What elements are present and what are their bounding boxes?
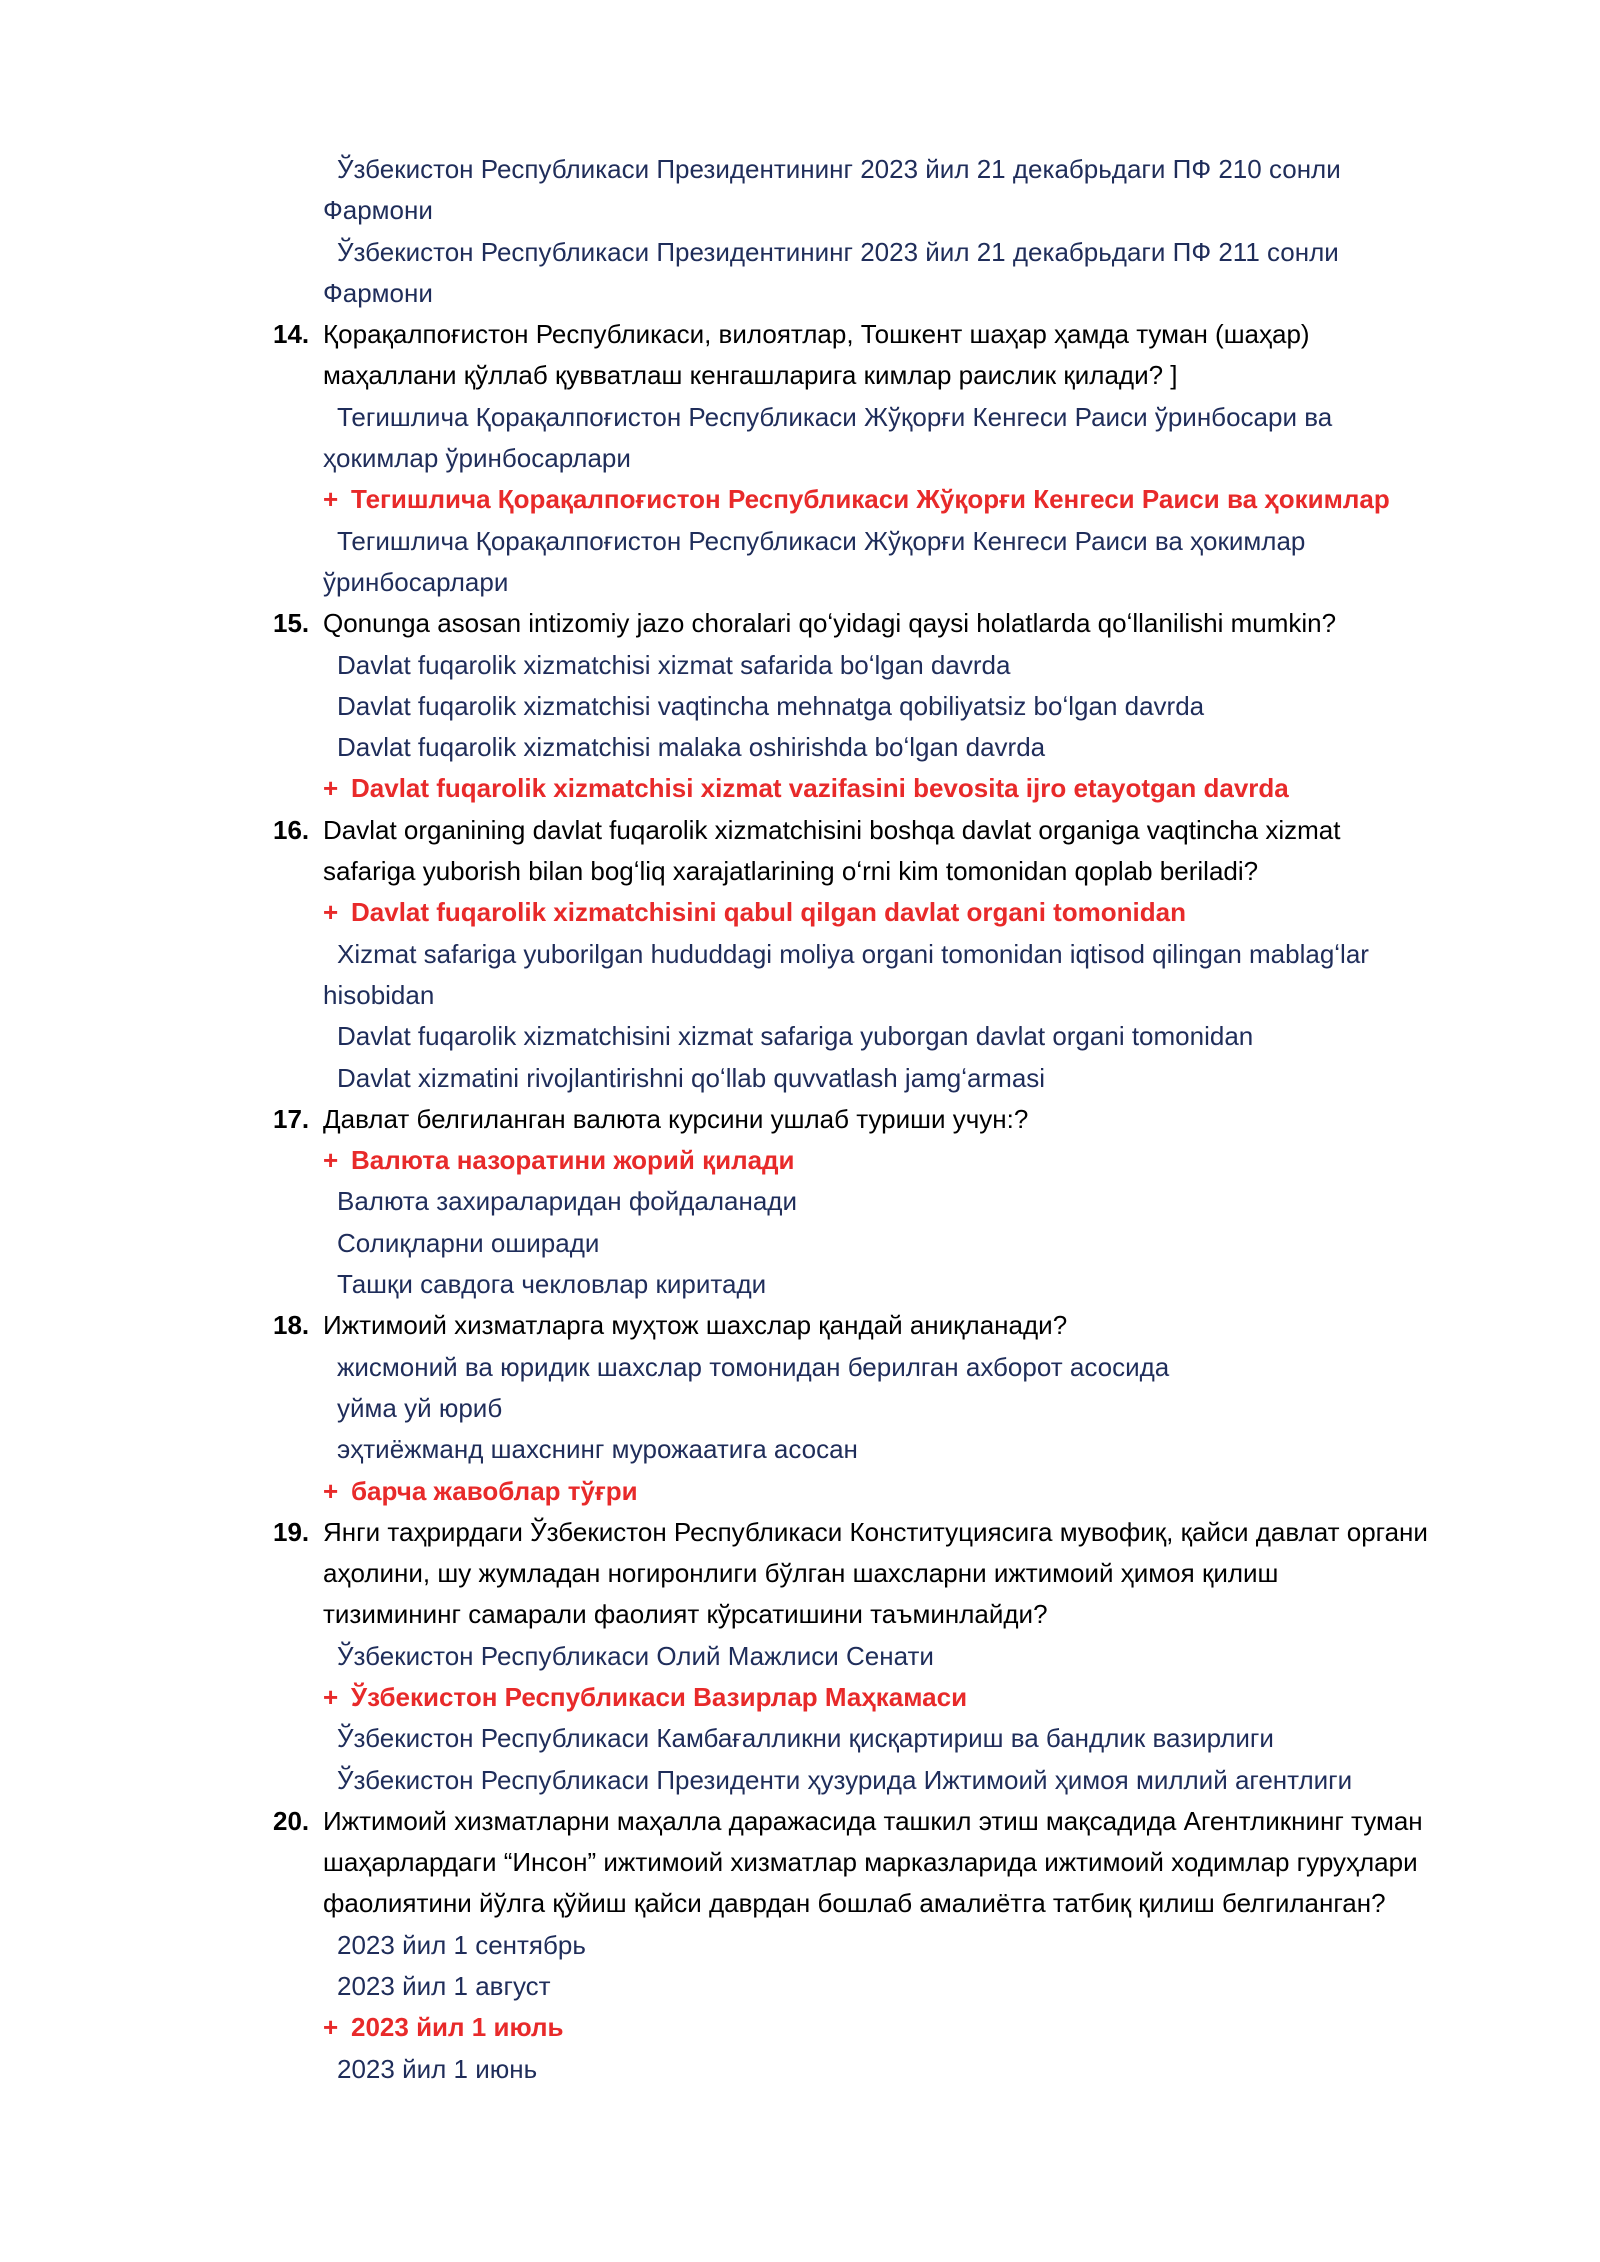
option: Ўзбекистон Республикаси Олий Мажлиси Сенати xyxy=(337,1640,934,1671)
option-line: ҳокимлар ўринбосарлари xyxy=(323,443,631,474)
question-text: Қорақалпоғистон Республикаси, вилоятлар, Тошкент шаҳар ҳамда туман (шаҳар) xyxy=(323,319,1310,350)
option-text: Davlat fuqarolik xizmatchisi xizmat vazifasini bevosita ijro etayotgan davrda xyxy=(351,773,1289,804)
option-text: Тегишлича Қорақалпоғистон Республикаси Жўқорғи Кенгеси Раиси ва ҳокимлар xyxy=(351,484,1390,515)
question-number: 17. xyxy=(273,1103,310,1134)
option-line: hisobidan xyxy=(323,979,435,1010)
question-block xyxy=(273,603,1483,809)
question-number: 16. xyxy=(273,814,310,845)
option: 2023 йил 1 сентябрь xyxy=(337,1929,586,1960)
correct-marker: + xyxy=(323,484,339,515)
quiz-content xyxy=(273,149,1483,2090)
question-number: 15. xyxy=(273,608,310,639)
question-line xyxy=(273,314,1483,355)
option: 2023 йил 1 август xyxy=(337,1971,551,2002)
option: Davlat fuqarolik xizmatchisini xizmat safariga yuborgan davlat organi tomonidan xyxy=(337,1021,1254,1052)
correct-marker: + xyxy=(323,897,339,928)
correct-option xyxy=(323,1677,1483,1718)
question-line xyxy=(273,1305,1483,1346)
option xyxy=(323,232,1483,315)
option-line: Тегишлича Қорақалпоғистон Республикаси Жўқорғи Кенгеси Раиси ўринбосари ва xyxy=(337,401,1333,432)
option: Ташқи савдога чекловлар киритади xyxy=(337,1269,767,1300)
option: Davlat fuqarolik xizmatchisi xizmat safarida boʻlgan davrda xyxy=(337,649,1011,680)
option: Davlat fuqarolik xizmatchisi malaka oshirishda boʻlgan davrda xyxy=(337,732,1046,763)
question-text: фаолиятини йўлга қўйиш қайси даврдан бошлаб амалиётга татбиқ қилиш белгиланган? xyxy=(323,1888,1386,1919)
question-text: safariga yuborish bilan bogʻliq xarajatlarining oʻrni kim tomonidan qoplab beriladi? xyxy=(323,856,1259,887)
option-line: Ўзбекистон Республикаси Президентининг 2023 йил 21 декабрьдаги ПФ 210 сонли xyxy=(337,154,1341,184)
correct-option xyxy=(323,892,1483,933)
question-text: Qonunga asosan intizomiy jazo choralari qoʻyidagi qaysi holatlarda qoʻllanilishi mumkin? xyxy=(323,608,1337,639)
question-line xyxy=(273,603,1483,644)
correct-marker: + xyxy=(323,2012,339,2043)
option-text: 2023 йил 1 июль xyxy=(351,2012,564,2043)
question-number: 19. xyxy=(273,1516,310,1547)
correct-option xyxy=(323,1140,1483,1181)
option-text: Davlat fuqarolik xizmatchisini qabul qilgan davlat organi tomonidan xyxy=(351,897,1187,928)
option: уйма уй юриб xyxy=(337,1392,503,1423)
correct-option xyxy=(323,768,1483,809)
option-line: Ўзбекистон Республикаси Президентининг 2023 йил 21 декабрьдаги ПФ 211 сонли xyxy=(337,236,1339,267)
correct-marker: + xyxy=(323,1475,339,1506)
correct-marker: + xyxy=(323,1145,339,1176)
question-block xyxy=(273,1512,1483,1801)
question-text: Янги таҳрирдаги Ўзбекистон Республикаси Конституциясига мувофиқ, қайси давлат органи xyxy=(323,1516,1428,1547)
question-number: 18. xyxy=(273,1310,310,1341)
question-text: Давлат белгиланган валюта курсини ушлаб туриши учун:? xyxy=(323,1103,1029,1134)
question-block xyxy=(273,1099,1483,1305)
question-block xyxy=(273,810,1483,1099)
option: жисмоний ва юридик шахслар томонидан берилган ахборот асосида xyxy=(337,1351,1170,1382)
question-block xyxy=(273,1305,1483,1511)
option-text: Ўзбекистон Республикаси Вазирлар Маҳкамаси xyxy=(351,1681,968,1712)
option: Ўзбекистон Республикаси Камбағалликни қисқартириш ва бандлик вазирлиги xyxy=(337,1723,1274,1754)
question-number: 14. xyxy=(273,319,310,350)
question-line xyxy=(273,1801,1483,1842)
question-number: 20. xyxy=(273,1805,310,1836)
option: Валюта захираларидан фойдаланади xyxy=(337,1186,798,1217)
option-line: Фармони xyxy=(323,277,433,308)
question-line xyxy=(273,1512,1483,1553)
option: Davlat xizmatini rivojlantirishni qoʻllab quvvatlash jamgʻarmasi xyxy=(337,1062,1046,1093)
option: эҳтиёжманд шахснинг мурожаатига асосан xyxy=(337,1434,858,1465)
option xyxy=(323,934,1483,1017)
question-text: маҳаллани қўллаб қувватлаш кенгашларига кимлар раислик қилади? ] xyxy=(323,360,1178,391)
option xyxy=(323,521,1483,604)
option: Davlat fuqarolik xizmatchisi vaqtincha mehnatga qobiliyatsiz boʻlgan davrda xyxy=(337,690,1205,721)
option: Солиқларни оширади xyxy=(337,1227,600,1258)
option-line: Фармони xyxy=(323,195,433,226)
question-block xyxy=(273,314,1483,603)
question-text: тизимининг самарали фаолият кўрсатишини таъминлайди? xyxy=(323,1599,1048,1630)
question-text: шаҳарлардаги “Инсон” ижтимоий хизматлар марказларида ижтимоий ходимлар гуруҳлари xyxy=(323,1847,1418,1878)
option-line: Тегишлича Қорақалпоғистон Республикаси Жўқорғи Кенгеси Раиси ва ҳокимлар xyxy=(337,525,1306,556)
option-line: Xizmat safariga yuborilgan hududdagi moliya organi tomonidan iqtisod qilingan mablagʻlar xyxy=(337,938,1369,969)
option-text: барча жавоблар тўғри xyxy=(351,1475,638,1506)
correct-marker: + xyxy=(323,773,339,804)
option-text: Валюта назоратини жорий қилади xyxy=(351,1145,795,1176)
option: Ўзбекистон Республикаси Президенти ҳузурида Ижтимоий ҳимоя миллий агентлиги xyxy=(337,1764,1353,1795)
question-text: аҳолини, шу жумладан ногиронлиги бўлган шахсларни ижтимоий ҳимоя қилиш xyxy=(323,1558,1279,1589)
option xyxy=(323,397,1483,480)
correct-option xyxy=(323,2007,1483,2048)
question-line xyxy=(273,1099,1483,1140)
question-line xyxy=(273,810,1483,851)
question-text: Ижтимоий хизматларга муҳтож шахслар қандай аниқланади? xyxy=(323,1310,1068,1341)
question-block xyxy=(273,1801,1483,2090)
option-line: ўринбосарлари xyxy=(323,566,509,597)
option: 2023 йил 1 июнь xyxy=(337,2053,538,2084)
correct-option xyxy=(323,479,1483,520)
option xyxy=(323,149,1483,232)
question-text: Ижтимоий хизматларни маҳалла даражасида ташкил этиш мақсадида Агентликнинг туман xyxy=(323,1805,1423,1836)
correct-option xyxy=(323,1471,1483,1512)
correct-marker: + xyxy=(323,1681,339,1712)
question-text: Davlat organining davlat fuqarolik xizmatchisini boshqa davlat organiga vaqtincha xizmat xyxy=(323,814,1341,845)
